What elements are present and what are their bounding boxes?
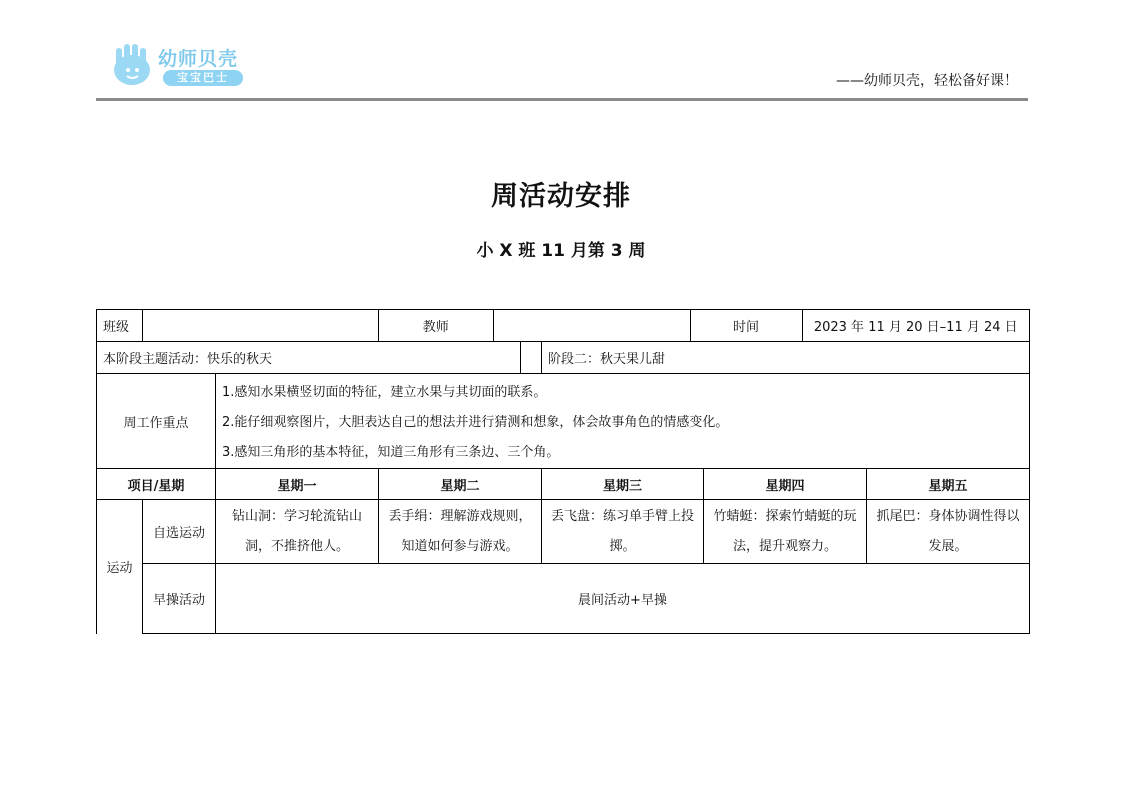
morning-activity-row: [97, 564, 1030, 634]
stage-text: [542, 342, 1030, 374]
focus-item-3: 3.感知三角形的基本特征，知道三角形有三条边、三个角。: [222, 445, 560, 460]
page-header: [96, 36, 1028, 102]
page-title: 周活动安排: [491, 181, 631, 212]
stage-label: 阶段二：秋天果儿甜: [548, 352, 666, 367]
morning-activity-value: 晨间活动+早操: [216, 564, 1030, 634]
free-activity-friday: 抓尾巴：身体协调性得以发展。: [867, 500, 1030, 564]
day-monday: 星期一: [216, 469, 379, 500]
free-activity-monday: 钻山洞：学习轮流钻山洞，不推挤他人。: [216, 500, 379, 564]
teacher-label: 教师: [379, 310, 493, 341]
class-value: [143, 310, 379, 342]
morning-activity-label: 早操活动: [143, 564, 216, 634]
logo: [108, 40, 258, 90]
slogan: ——幼师贝壳，轻松备好课！: [836, 73, 1018, 89]
theme-activity: 本阶段主题活动：快乐的秋天: [97, 342, 520, 373]
day-wednesday: 星期三: [542, 469, 704, 500]
focus-label: 周工作重点: [97, 374, 216, 469]
info-row: [97, 310, 1030, 342]
header-divider: [96, 98, 1028, 101]
day-header-row: [97, 469, 1030, 500]
focus-item-2: 2.能仔细观察图片，大胆表达自己的想法并进行猜测和想象，体会故事角色的情感变化。: [222, 415, 729, 430]
free-activity-label: 自选运动: [143, 500, 216, 564]
category-label: 运动: [97, 500, 143, 634]
day-thursday: 星期四: [704, 469, 867, 500]
time-value: 2023 年 11 月 20 日–11 月 24 日: [813, 320, 1018, 335]
corner-label: 项目/星期: [97, 469, 216, 500]
day-tuesday: 星期二: [379, 469, 542, 500]
free-activity-row: [97, 500, 1030, 564]
focus-items: [216, 374, 1030, 469]
page-subtitle: 小 X 班 11 月第 3 周: [476, 241, 646, 261]
class-label: 班级: [97, 310, 143, 342]
free-activity-wednesday: 丢飞盘：练习单手臂上投掷。: [542, 500, 704, 564]
theme-row: [97, 342, 1030, 374]
logo-badge: 宝宝巴士: [163, 70, 243, 86]
weekly-schedule-table: [96, 309, 1030, 634]
focus-row: [97, 374, 1030, 469]
shell-hand-logo-icon: [108, 40, 156, 88]
teacher-value: [493, 310, 690, 341]
logo-text: 幼师贝壳: [158, 48, 239, 70]
free-activity-tuesday: 丢手绢：理解游戏规则，知道如何参与游戏。: [379, 500, 542, 564]
time-label: 时间: [690, 310, 802, 341]
focus-item-1: 1.感知水果横竖切面的特征，建立水果与其切面的联系。: [222, 385, 547, 400]
day-friday: 星期五: [867, 469, 1030, 500]
free-activity-thursday: 竹蜻蜓：探索竹蜻蜓的玩法，提升观察力。: [704, 500, 867, 564]
